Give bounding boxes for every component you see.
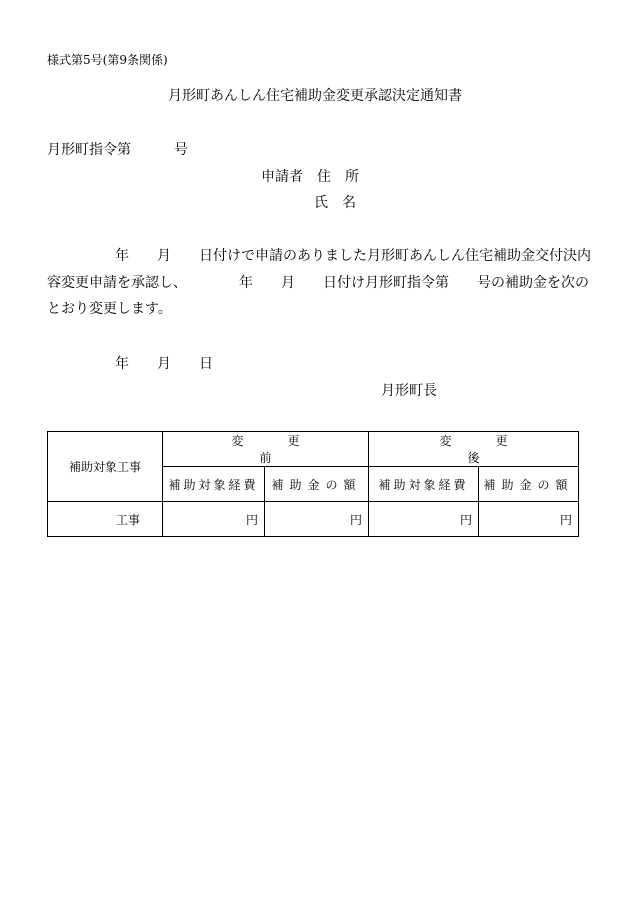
applicant-address-line [261,170,359,184]
body-text-2-end: 号の補助金を次の [477,275,589,291]
date-year: 年 [115,356,129,372]
body-month: 月 [157,248,171,264]
before-amount-cell: 円 [265,502,369,537]
date-month: 月 [157,356,171,372]
body-line-2 [47,276,589,290]
reference-prefix: 月形町指令第 [47,142,131,158]
applicant-label: 申請者 [261,169,303,185]
table-header-row [48,432,579,467]
issue-date [115,357,213,371]
body-text-1: 日付けで申請のありました月形町あんしん住宅補助金交付決内 [199,248,591,264]
date-day: 日 [199,356,213,372]
subsidy-table [47,431,579,537]
body-line-3: とおり変更します。 [47,301,172,317]
table-row [48,502,579,537]
before-cost-header: 補助対象経費 [163,467,265,502]
body-line-1 [115,249,591,263]
reference-suffix: 号 [174,142,188,158]
work-label-cell: 工事 [48,502,163,537]
body-text-2-mid: 日付け月形町指令第 [323,275,449,291]
issuer-name: 月形町長 [381,383,437,399]
target-work-header: 補助対象工事 [48,432,163,502]
body-text-2-start: 容変更申請を承認し、 [47,275,187,291]
document-title: 月形町あんしん住宅補助金変更承認決定通知書 [168,88,462,104]
reference-number [47,143,188,157]
before-change-header: 変更前 [163,432,369,467]
body-year-2: 年 [239,275,253,291]
after-change-header: 変更後 [369,432,579,467]
after-amount-header: 補助金の額 [479,467,579,502]
after-cost-header: 補助対象経費 [369,467,479,502]
before-amount-header: 補助金の額 [265,467,369,502]
applicant-name-label: 氏 名 [314,195,356,211]
address-label: 住 所 [317,169,359,185]
after-cost-cell: 円 [369,502,479,537]
before-cost-cell: 円 [163,502,265,537]
body-year: 年 [115,248,129,264]
form-number-label: 様式第5号(第9条関係) [47,53,168,67]
after-amount-cell: 円 [479,502,579,537]
body-month-2: 月 [281,275,295,291]
